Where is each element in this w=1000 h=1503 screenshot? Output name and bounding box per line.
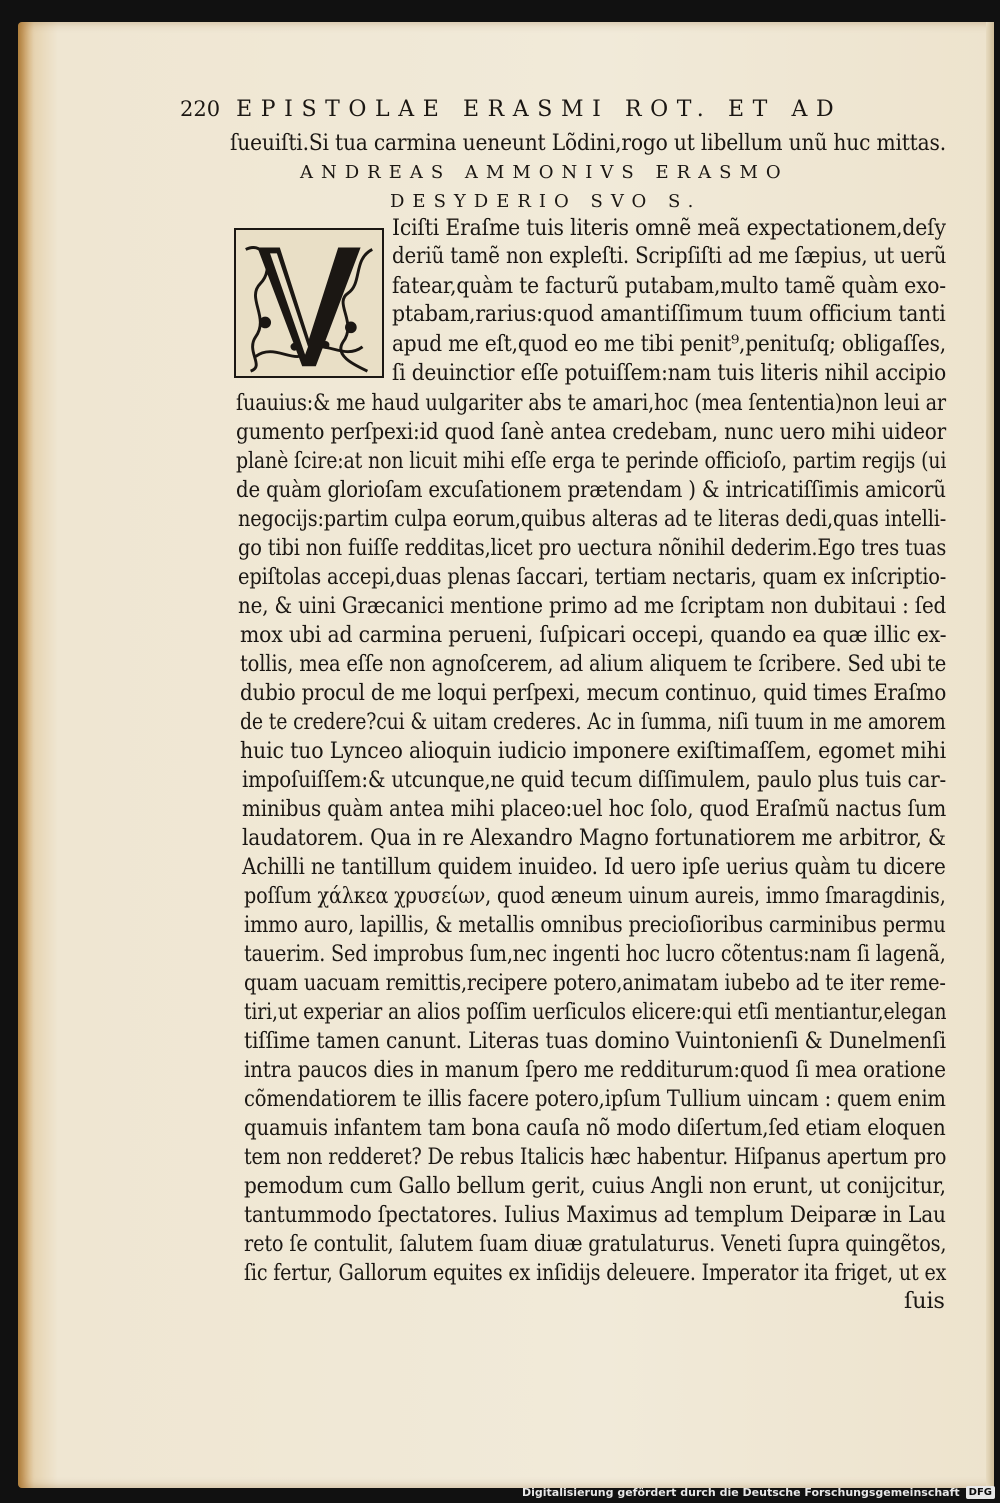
digitization-footer [480,1483,995,1501]
text-line: de quàm glorioſam excuſationem prætendam ) & intricatiſſimis amicorũ [236,477,946,503]
text-line: ſueuiſti.Si tua carmina ueneunt Lõdini,rogo ut libellum unũ huc mittas. [230,130,946,156]
text-line: tantummodo ſpectatores. Iulius Maximus ad templum Deiparæ in Lau [244,1202,946,1228]
text-line: go tibi non fuiſſe redditas,licet pro uectura nõnihil dederim.Ego tres tuas [238,535,947,561]
text-line: deriũ tamẽ non expleſti. Scripſiſti ad me ſæpius, ut uerũ [392,243,947,269]
text-line: quam uacuam remittis,recipere potero,animatam iubebo ad te iter reme- [244,970,946,996]
letter-heading-line-1: ANDREAS AMMONIVS ERASMO [300,162,789,183]
letter-heading-line-2: DESYDERIO SVO S. [390,191,702,212]
text-line: planè ſcire:at non licuit mihi eſſe erga te perinde officioſo, partim regijs (ui [236,448,947,474]
text-line: minibus quàm antea mihi placeo:uel hoc ſolo, quod Eraſmũ nactus ſum [242,796,947,822]
text-line: huic tuo Lynceo alioquin iudicio imponere exiſtimaſſem, egomet mihi [240,738,946,764]
text-line: Iciſti Eraſme tuis literis omnẽ meã expectationem,deſy [392,215,946,241]
text-line: ſuauius:& me haud uulgariter abs te amari,hoc (mea ſententia)non leui ar [236,390,946,416]
text-line: intra paucos dies in manum ſpero me redditurum:quod ſi mea oratione [244,1057,946,1083]
text-line: tiri,ut experiar an alios poſſim uerſiculos elicere:qui etſi mentiantur,elegan [244,999,947,1025]
page-header [180,97,940,122]
text-line: tauerim. Sed improbus ſum,nec ingenti hoc lucro cõtentus:nam ſi lagenã, [244,941,946,967]
text-line: tem non redderet? De rebus Italicis hæc habentur. Hiſpanus apertum pro [244,1144,947,1170]
text-line: tollis, mea eſſe non agnoſcerem, ad alium aliquem te ſcribere. Sed ubi te [240,651,947,677]
decorated-initial-icon [234,228,384,378]
text-line: apud me eſt,quod eo me tibi penit⁹,penituſq; obligaſſes, [392,331,946,357]
text-line: ſic fertur, Gallorum equites ex inſidijs deleuere. Imperator ita friget, ut ex [244,1260,947,1286]
text-line: impoſuiſſem:& utcunque,ne quid tecum diſſimulem, paulo plus tuis car- [242,767,947,793]
running-head: EPISTOLAE ERASMI ROT. ET AD [236,97,843,122]
text-line: ſi deuinctior eſſe potuiſſem:nam tuis literis nihil accipio [392,360,946,386]
text-line: de te credere?cui & uitam crederes. Ac in ſumma, niſi tuum in me amorem [240,709,946,735]
dfg-logo-icon: DFG [966,1486,995,1499]
text-line: tiſſime tamen canunt. Literas tuas domino Vuintonienſi & Dunelmenſi [244,1028,946,1054]
text-line: cõmendatiorem te illis facere potero,ipſum Tullium uincam : quem enim [244,1086,946,1112]
text-line: negocijs:partim culpa eorum,quibus alteras ad te literas dedi,quas intelli- [238,506,947,532]
text-line: reto ſe contulit, ſalutem ſuam diuæ gratulaturus. Veneti ſupra quingẽtos, [244,1231,947,1257]
text-line: poſſum χάλκεα χρυσείων, quod æneum uinum aureis, immo ſmaragdinis, [244,883,946,909]
text-line: gumento perſpexi:id quod ſanè antea credebam, nunc uero mihi uideor [236,419,947,445]
catchword: ſuis [904,1288,945,1314]
text-line: quamuis infantem tam bona cauſa nõ modo diſertum,ſed etiam eloquen [244,1115,946,1141]
text-line: epiſtolas accepi,duas plenas ſaccari, tertiam nectaris, quam ex inſcriptio- [238,564,947,590]
text-line: ptabam,rarius:quod amantiſſimum tuum officium tanti [392,301,946,327]
text-line: pemodum cum Gallo bellum gerit, cuius Angli non erunt, ut conijcitur, [244,1173,946,1199]
text-line: ne, & uini Græcanici mentione primo ad me ſcriptam non dubitaui : ſed [238,593,947,619]
footer-credit: Digitalisierung gefördert durch die Deutsche Forschungsgemeinschaft [521,1485,960,1499]
text-line: Achilli ne tantillum quidem inuideo. Id uero ipſe uerius quàm tu dicere [242,854,946,880]
text-line: immo auro, lapillis, & metallis omnibus precioſioribus carminibus permu [244,912,946,938]
page-number: 220 [180,97,221,121]
text-line: laudatorem. Qua in re Alexandro Magno fortunatiorem me arbitror, & [242,825,946,851]
text-line: fatear,quàm te facturũ putabam,multo tamẽ quàm exo- [392,273,946,299]
text-line: mox ubi ad carmina perueni, ſuſpicari occepi, quando ea quæ illic ex- [240,622,947,648]
text-line: dubio procul de me loqui perſpexi, mecum continuo, quid times Eraſmo [240,680,947,706]
